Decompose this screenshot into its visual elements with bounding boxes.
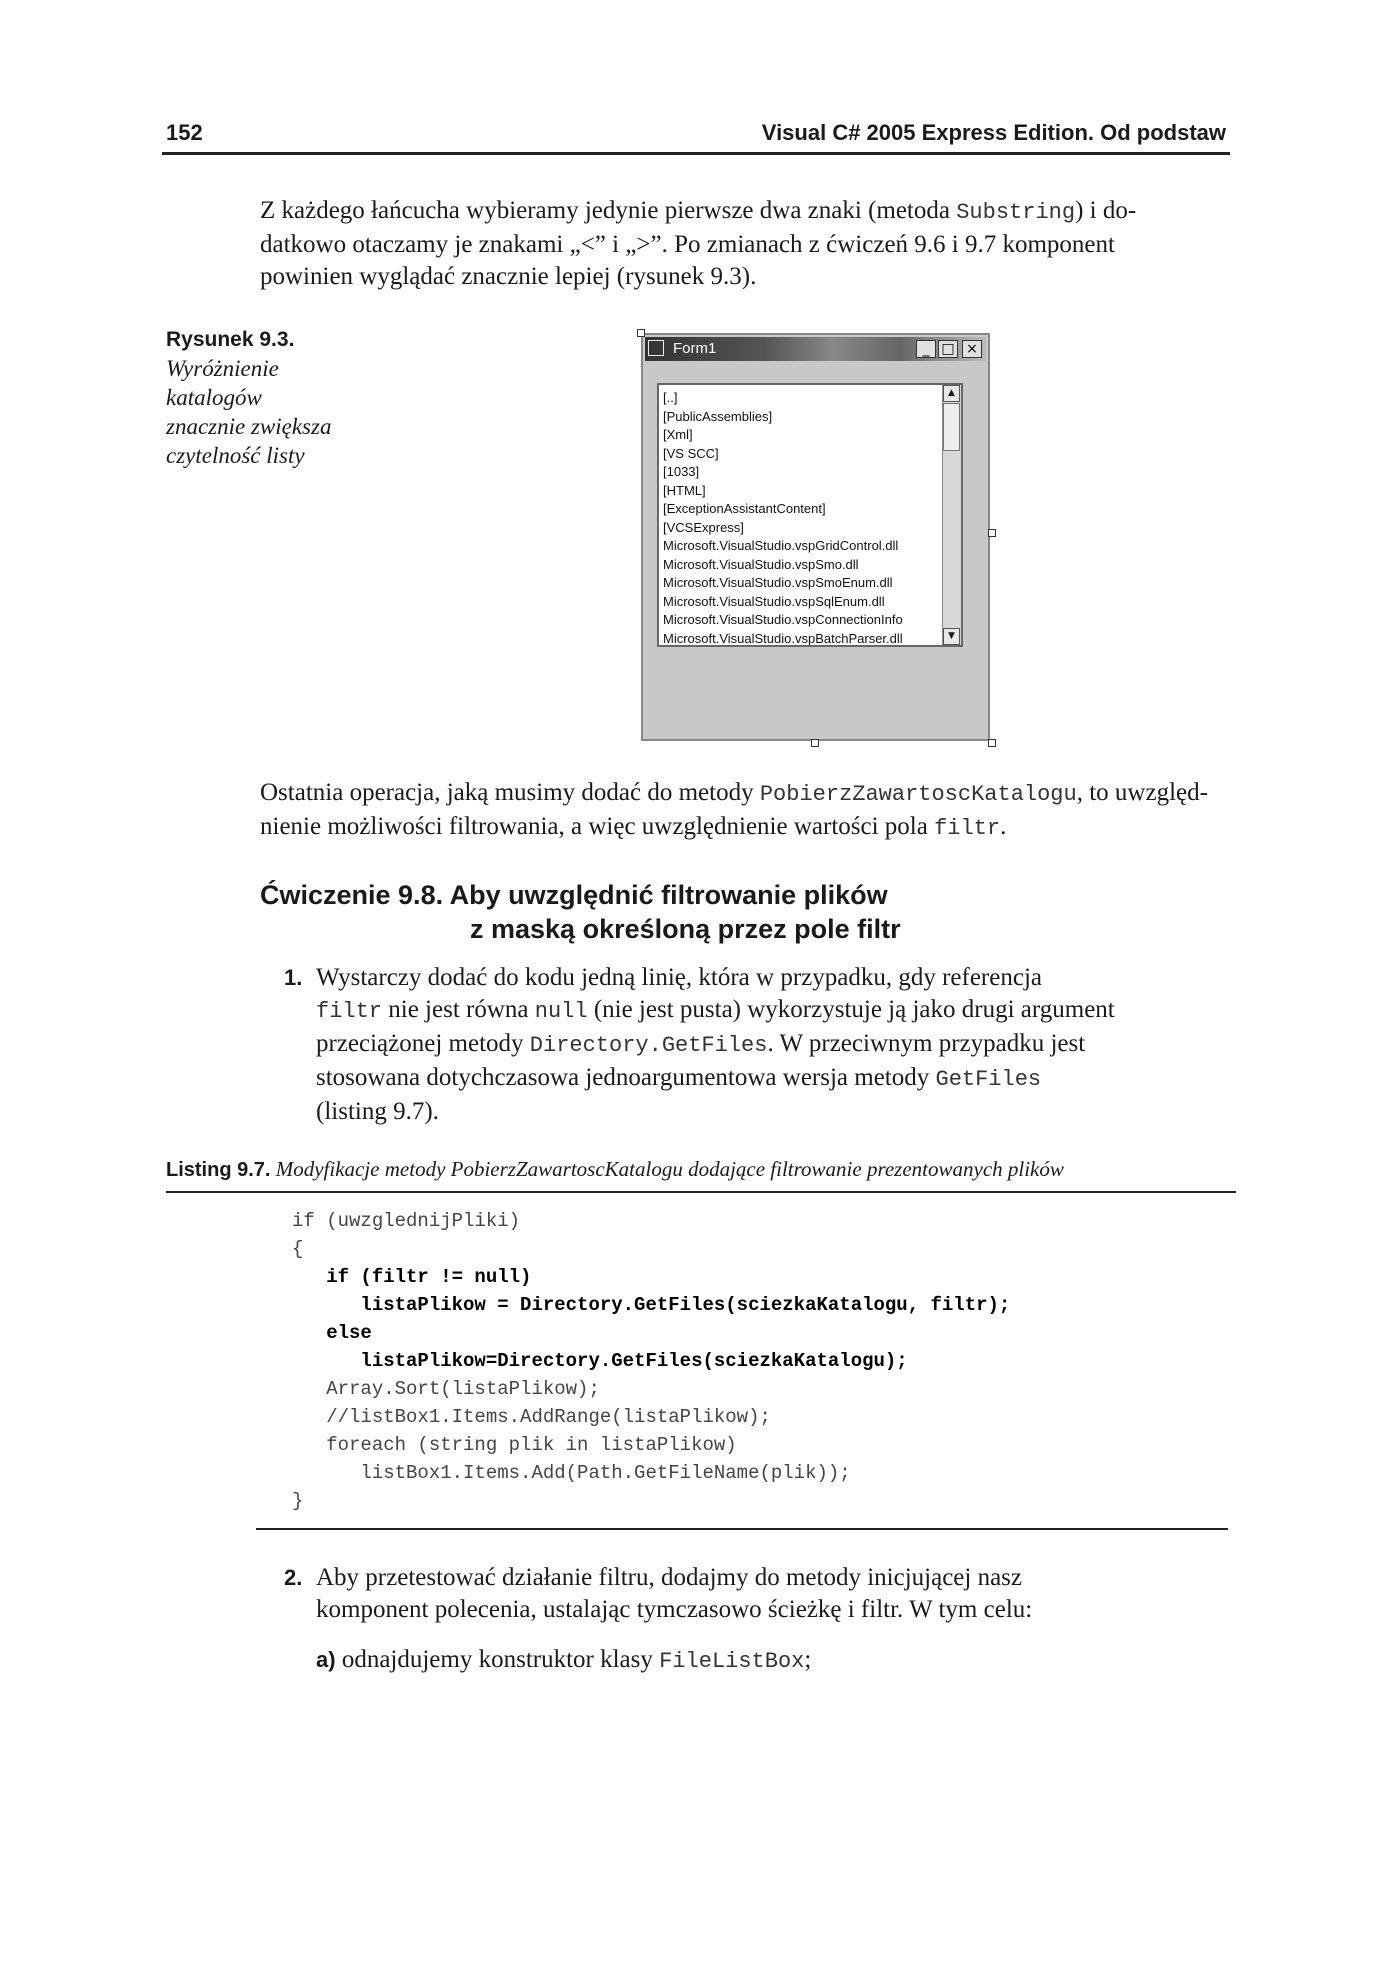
form1-window: [641, 333, 990, 741]
list-item[interactable]: Microsoft.VisualStudio.vspConnectionInfo: [663, 612, 903, 627]
step-1: [284, 962, 1216, 1128]
list-item[interactable]: [Xml]: [663, 427, 693, 442]
step2-line-1: Aby przetestować działanie filtru, dodajmy do metody inicjującej nasz: [316, 1564, 1023, 1591]
maximize-button[interactable]: □: [938, 340, 958, 358]
step1-line-4: stosowana dotychczasowa jednoargumentowa wersja metody GetFiles: [316, 1064, 1042, 1092]
code-line: else: [292, 1322, 372, 1344]
listing-caption-text: Modyfikacje metody PobierzZawartoscKatalogu dodające filtrowanie prezentowanych plików: [275, 1157, 1064, 1181]
list-item[interactable]: [1033]: [663, 464, 700, 479]
resize-handle[interactable]: [637, 329, 645, 337]
figure-label: Rysunek 9.3.: [166, 328, 295, 351]
resize-handle[interactable]: [811, 739, 819, 747]
window-title: Form1: [673, 340, 717, 357]
paragraph-2: [260, 777, 1230, 845]
exercise-title-line-1: Ćwiczenie 9.8. Aby uwzględnić filtrowanie plików: [260, 880, 888, 910]
minimize-button[interactable]: _: [916, 340, 936, 358]
code-line: if (uwzglednijPliki): [292, 1210, 521, 1232]
running-header: [162, 118, 1230, 155]
page-number: 152: [166, 120, 203, 145]
close-button[interactable]: ×: [962, 340, 982, 358]
scroll-down-icon[interactable]: ▼: [943, 628, 960, 645]
step1-line-1: Wystarczy dodać do kodu jedną linię, która w przypadku, gdy referencja: [316, 964, 1042, 991]
form-window-figure: [639, 331, 994, 745]
list-item[interactable]: [HTML]: [663, 482, 706, 498]
intro-line-3: powinien wyglądać znacznie lepiej (rysunek 9.3).: [260, 263, 757, 290]
code-line: foreach (string plik in listaPlikow): [292, 1434, 737, 1456]
resize-handle[interactable]: [988, 529, 996, 537]
code-line: listBox1.Items.Add(Path.GetFileName(plik));: [292, 1462, 851, 1484]
list-item[interactable]: Microsoft.VisualStudio.vspGridControl.dll: [663, 538, 899, 553]
list-item[interactable]: [PublicAssemblies]: [663, 408, 773, 424]
code-line: listaPlikow = Directory.GetFiles(sciezkaKatalogu, filtr);: [292, 1294, 1011, 1316]
list-item[interactable]: [VCSExpress]: [663, 519, 744, 535]
listing-end-rule: [256, 1528, 1228, 1530]
window-titlebar[interactable]: [645, 337, 986, 361]
resize-handle[interactable]: [988, 739, 996, 747]
code-line: Array.Sort(listaPlikow);: [292, 1378, 600, 1400]
code-line: listaPlikow=Directory.GetFiles(sciezkaKatalogu);: [292, 1350, 908, 1372]
figure-caption-text: Wyróżnienie katalogów znacznie zwiększa czytelność listy: [166, 356, 332, 468]
list-item[interactable]: [VS SCC]: [663, 445, 719, 461]
code-line: }: [292, 1490, 304, 1512]
window-app-icon: [648, 340, 664, 356]
exercise-heading: [260, 878, 960, 946]
book-title: Visual C# 2005 Express Edition. Od podstaw: [761, 120, 1226, 145]
exercise-title-line-2: z maską określoną przez pole filtr: [470, 914, 901, 944]
substep-a: a) odnajdujemy konstruktor klasy FileListBox;: [316, 1646, 812, 1674]
scroll-thumb[interactable]: [943, 403, 960, 451]
step1-line-2: filtr nie jest równa null (nie jest pusta) wykorzystuje ją jako drugi argument: [316, 996, 1115, 1024]
step-2: [284, 1562, 1216, 1626]
file-listbox[interactable]: [657, 383, 963, 647]
list-item[interactable]: [ExceptionAssistantContent]: [663, 501, 826, 516]
step-number: 1.: [284, 965, 303, 990]
code-listing: [292, 1207, 1010, 1515]
listing-label: Listing 9.7.: [166, 1159, 271, 1181]
listbox-scrollbar[interactable]: [942, 385, 961, 645]
list-item[interactable]: Microsoft.VisualStudio.vspSmoEnum.dll: [663, 575, 893, 590]
substep-label: a): [316, 1647, 336, 1672]
list-item[interactable]: Microsoft.VisualStudio.vspSqlEnum.dll: [663, 593, 885, 609]
step-number: 2.: [284, 1565, 303, 1590]
listing-caption: [166, 1157, 1236, 1193]
intro-line-2: datkowo otaczamy je znakami „<” i „>”. Po zmianach z ćwiczeń 9.6 i 9.7 komponent: [260, 231, 1115, 258]
list-item[interactable]: Microsoft.VisualStudio.vspBatchParser.dll: [663, 630, 903, 646]
code-line: //listBox1.Items.AddRange(listaPlikow);: [292, 1406, 771, 1428]
para2-line-1: Ostatnia operacja, jaką musimy dodać do metody PobierzZawartoscKatalogu, to uwzględ-: [260, 779, 1208, 807]
code-line: {: [292, 1238, 304, 1260]
para2-line-2: nienie możliwości filtrowania, a więc uwzględnienie wartości pola filtr.: [260, 813, 1007, 841]
intro-line-1: Z każdego łańcucha wybieramy jedynie pierwsze dwa znaki (metoda Substring) i do-: [260, 197, 1137, 225]
figure-caption: [166, 325, 386, 470]
step1-line-3: przeciążonej metody Directory.GetFiles. W przeciwnym przypadku jest: [316, 1030, 1086, 1058]
listbox-items: [659, 385, 961, 647]
code-line: if (filtr != null): [292, 1266, 532, 1288]
list-item[interactable]: Microsoft.VisualStudio.vspSmo.dll: [663, 556, 859, 572]
list-item[interactable]: [..]: [663, 390, 678, 405]
step1-line-5: (listing 9.7).: [316, 1098, 439, 1125]
intro-paragraph: [260, 195, 1230, 293]
scroll-up-icon[interactable]: ▲: [943, 385, 960, 402]
step2-line-2: komponent polecenia, ustalając tymczasowo ścieżkę i filtr. W tym celu:: [316, 1596, 1033, 1623]
